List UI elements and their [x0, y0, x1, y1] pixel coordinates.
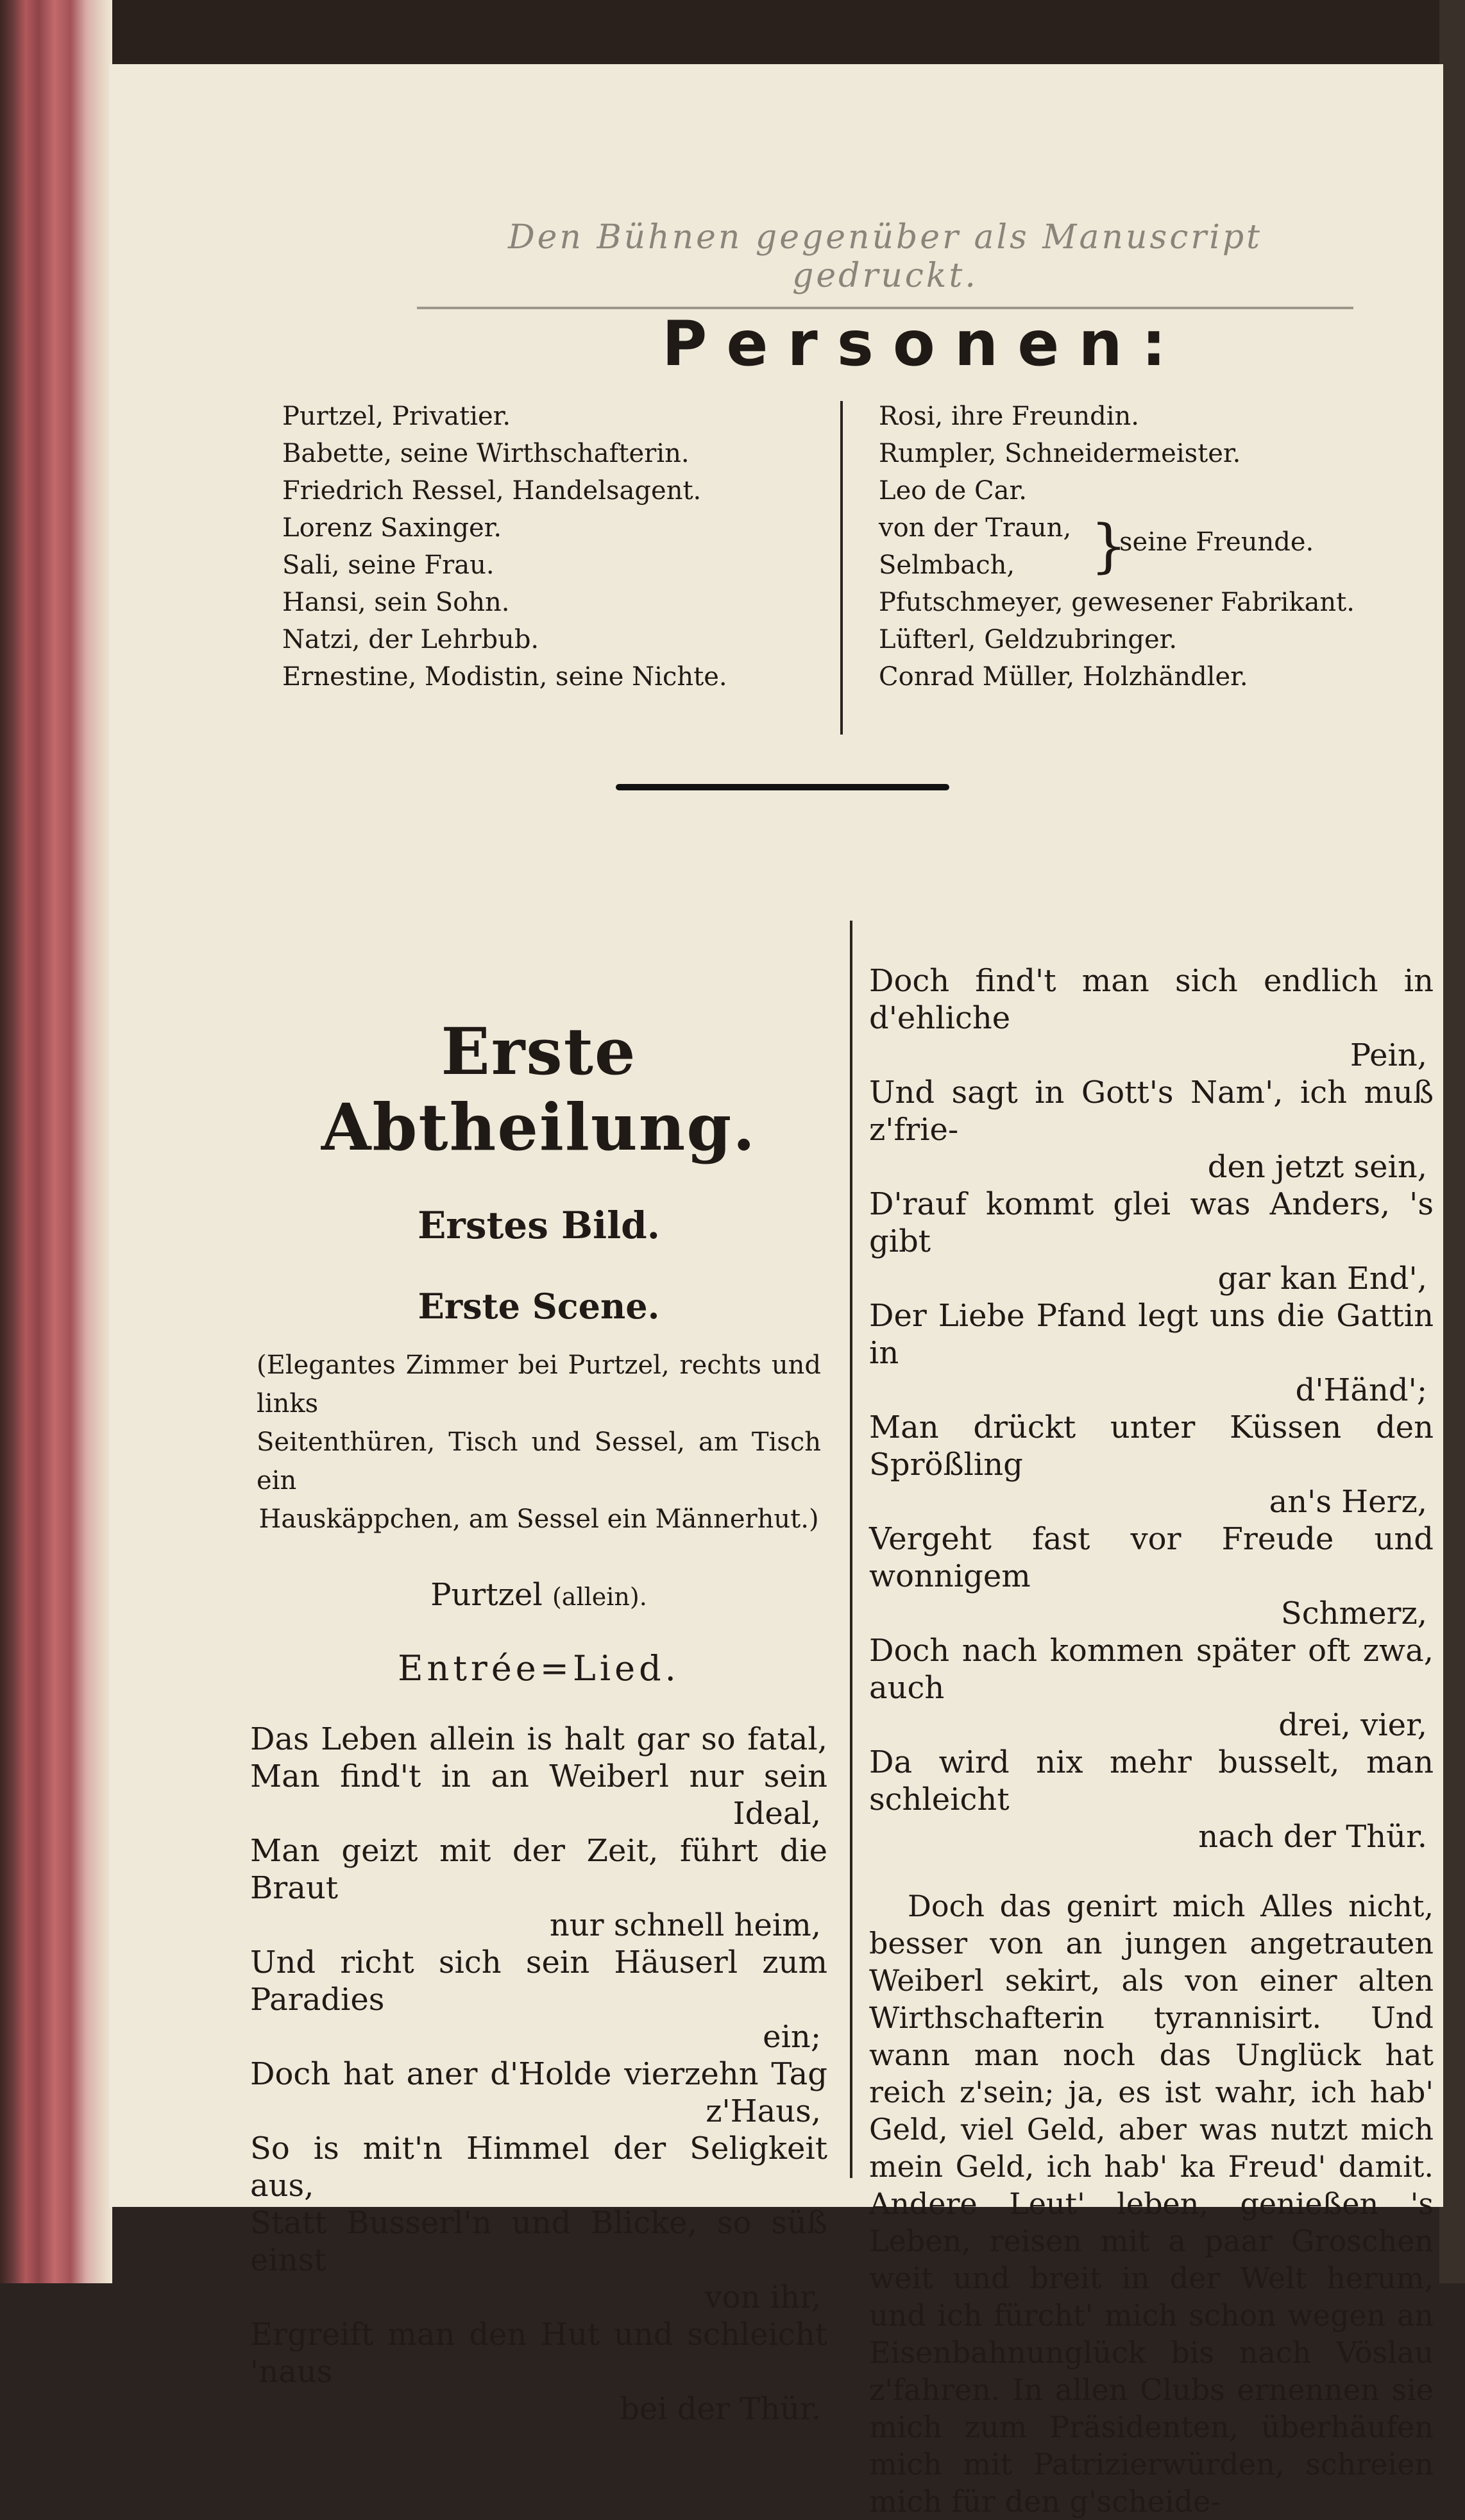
cast-entry: Ernestine, Modistin, seine Nichte.: [282, 662, 727, 692]
verse-line-continuation: von ihr,: [704, 2279, 821, 2315]
picture-heading: Erstes Bild.: [418, 1204, 660, 1247]
verse-line: Man drückt unter Küssen den Sprößling: [869, 1409, 1434, 1483]
verse-line: Das Leben allein is halt gar so fatal,: [250, 1721, 827, 1757]
verse-line: Man find't in an Weiberl nur sein: [250, 1758, 827, 1794]
verse-line: D'rauf kommt glei was Anders, 's gibt: [869, 1186, 1434, 1259]
cast-friends-names: [879, 509, 1071, 584]
cast-entry: von der Traun,: [879, 513, 1072, 543]
cast-entry: Lorenz Saxinger.: [282, 513, 502, 543]
verse-line-continuation: d'Händ';: [1295, 1372, 1427, 1408]
cast-entry: Selmbach,: [879, 550, 1015, 580]
cast-list-left: [282, 398, 930, 695]
verse-line: Der Liebe Pfand legt uns die Gattin in: [869, 1298, 1434, 1371]
verse-line-continuation: gar kan End',: [1217, 1261, 1427, 1297]
verse-line-continuation: an's Herz,: [1269, 1484, 1427, 1520]
song-verse: [869, 962, 1434, 1855]
verse-line: Und sagt in Gott's Nam', ich muß z'frie-: [869, 1075, 1434, 1148]
personen-title: Personen:: [661, 308, 1186, 380]
cast-entry: Natzi, der Lehrbub.: [282, 625, 539, 654]
cast-list-right: [879, 398, 1456, 695]
cast-entry: Rumpler, Schneidermeister.: [879, 439, 1241, 468]
book-top-background: [0, 0, 1465, 64]
running-head: Den Bühnen gegenüber als Manuscript gedruckt.: [417, 218, 1353, 309]
left-column: [250, 956, 827, 2428]
verse-line: Doch hat aner d'Holde vierzehn Tag: [250, 2056, 827, 2092]
cast-friends-label: seine Freunde.: [1119, 527, 1314, 557]
song-verse: [250, 1721, 827, 2428]
verse-line: Man geizt mit der Zeit, führt die Braut: [250, 1833, 827, 1906]
verse-line-continuation: drei, vier,: [1278, 1707, 1427, 1743]
cast-entry: Babette, seine Wirthschafterin.: [282, 439, 690, 468]
cast-entry: Pfutschmeyer, gewesener Fabrikant.: [879, 588, 1355, 617]
cast-entry: Friedrich Ressel, Handelsagent.: [282, 476, 702, 506]
verse-line: Und richt sich sein Häuserl zum Paradies: [250, 1945, 827, 2018]
verse-line-continuation: nur schnell heim,: [549, 1907, 821, 1943]
verse-line-continuation: bei der Thür.: [620, 2391, 821, 2427]
verse-line-continuation: z'Haus,: [706, 2093, 821, 2129]
cast-entry: Sali, seine Frau.: [282, 550, 495, 580]
verse-line: Statt Busserl'n und Blicke, so süß einst: [250, 2205, 827, 2278]
cast-entry: Leo de Car.: [879, 476, 1027, 506]
prose-paragraph: Doch das genirt mich Alles nicht, besser von an jungen angetrauten Weiberl sekirt, als von einer alten Wirthschafterin tyrannisirt. Und wann man noch das Unglück hat reich z'sein; ja, es ist wahr, ich hab' Geld, viel Geld, aber was nutzt mich mein Geld, ich hab' ka Freud' damit. Andere Leut' leben, genießen 's Leben, reisen mit a paar Groschen weit und breit in der Welt herum, und ich fürcht' mich schon wegen an Eisenbahnunglück bis nach Vöslau z'fahren. In allen Clubs ernennen sie mich zum Präsidenten, überhäufen mich mit Patrizierwürden, schreien mich für den g'scheide-: [869, 1889, 1434, 2519]
cast-friends-group: [879, 509, 1456, 584]
speaker-note: (allein).: [552, 1583, 647, 1611]
verse-line: Da wird nix mehr busselt, man schleicht: [869, 1744, 1434, 1818]
column-divider: [850, 921, 852, 2178]
verse-line-continuation: den jetzt sein,: [1207, 1149, 1427, 1185]
cast-divider: [840, 401, 843, 735]
verse-line-continuation: Schmerz,: [1280, 1596, 1427, 1631]
curly-brace: }: [1090, 513, 1128, 580]
scene-heading: Erste Scene.: [418, 1286, 660, 1327]
cast-entry: Purtzel, Privatier.: [282, 402, 511, 431]
stage-direction-line: (Elegantes Zimmer bei Purtzel, rechts und links: [257, 1350, 821, 1418]
stage-direction-line: Hauskäppchen, am Sessel ein Männerhut.): [258, 1504, 819, 1534]
verse-line: Vergeht fast vor Freude und wonnigem: [869, 1521, 1434, 1594]
speaker-line: [250, 1577, 827, 1613]
verse-line-continuation: nach der Thür.: [1198, 1819, 1427, 1855]
speaker-name: Purtzel: [430, 1577, 543, 1613]
cast-entry: Conrad Müller, Holzhändler.: [879, 662, 1248, 692]
book-page-edges: [0, 0, 112, 2283]
verse-line: Doch nach kommen später oft zwa, auch: [869, 1633, 1434, 1706]
cast-entry: Hansi, sein Sohn.: [282, 588, 510, 617]
verse-line: Doch find't man sich endlich in d'ehliche: [869, 963, 1434, 1036]
stage-direction-line: Seitenthüren, Tisch und Sessel, am Tisch ein: [257, 1427, 821, 1495]
book-right-background: [1439, 0, 1465, 2283]
book-page: [109, 64, 1443, 2519]
song-title: Entrée=Lied.: [398, 1648, 680, 1689]
stage-direction: [250, 1346, 827, 1538]
cast-entry: Lüfterl, Geldzubringer.: [879, 625, 1178, 654]
part-heading: Erste Abtheilung.: [321, 1014, 757, 1165]
verse-line-continuation: Pein,: [1350, 1037, 1427, 1073]
verse-line-continuation: ein;: [763, 2019, 821, 2055]
verse-line: So is mit'n Himmel der Seligkeit aus,: [250, 2131, 827, 2204]
cast-entry: Rosi, ihre Freundin.: [879, 402, 1139, 431]
section-rule: [616, 784, 949, 790]
right-column: [869, 962, 1434, 2520]
verse-line-continuation: Ideal,: [732, 1796, 821, 1832]
verse-line: Ergreift man den Hut und schleicht 'naus: [250, 2317, 827, 2390]
